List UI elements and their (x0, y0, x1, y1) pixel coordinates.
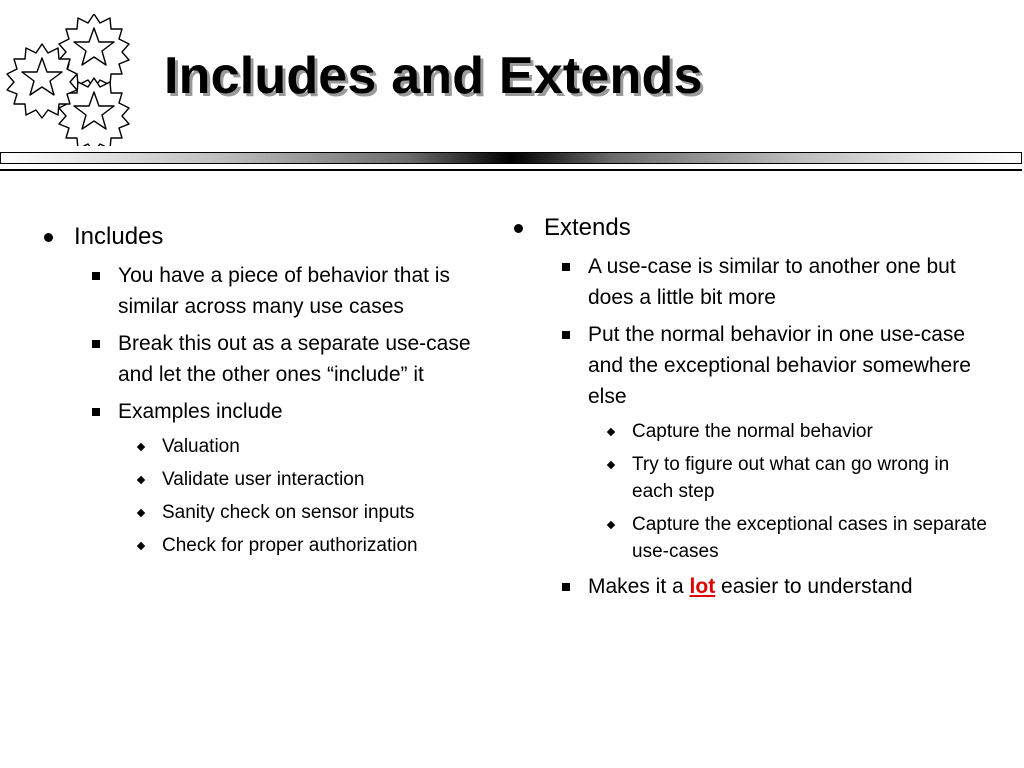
list-item-text: Break this out as a separate use-case and let the other ones “include” it (118, 332, 471, 386)
diamond-bullet-icon (607, 461, 615, 469)
list-item (74, 260, 485, 322)
slide-title: Includes and Extends (164, 47, 703, 105)
sub-list-item (588, 418, 990, 445)
bullet-heading: Extends (544, 214, 631, 241)
list-item-text: A use-case is similar to another one but does a little bit more (588, 255, 956, 309)
sub-list-item (118, 532, 485, 559)
square-bullet-icon (562, 331, 570, 339)
sub-list-item-text: Sanity check on sensor inputs (162, 502, 415, 523)
sub-list-item-text: Capture the normal behavior (632, 421, 873, 442)
list-item-text: Examples include (118, 400, 283, 423)
square-bullet-icon (92, 408, 100, 416)
sub-list-item-text: Validate user interaction (162, 469, 365, 490)
text-after-emphasis: easier to understand (715, 575, 913, 598)
sub-list-item (118, 433, 485, 460)
sub-list-item-text: Valuation (162, 436, 240, 457)
square-bullet-icon (562, 583, 570, 591)
diamond-bullet-icon (607, 521, 615, 529)
diamond-bullet-icon (137, 476, 145, 484)
list-item-text (588, 571, 990, 602)
title-thin-divider (0, 169, 1022, 171)
bullet-includes (40, 222, 485, 559)
list-item (74, 328, 485, 390)
round-bullet-icon (514, 224, 523, 233)
square-bullet-icon (92, 272, 100, 280)
diamond-bullet-icon (607, 428, 615, 436)
sub-list-item-text: Capture the exceptional cases in separate use-cases (632, 514, 987, 562)
square-bullet-icon (562, 263, 570, 271)
diamond-bullet-icon (137, 509, 145, 517)
diamond-bullet-icon (137, 542, 145, 550)
list-item (544, 251, 990, 313)
sub-list-item (118, 466, 485, 493)
list-item-text: Put the normal behavior in one use-case and the exceptional behavior somewhere else (588, 323, 971, 408)
title-gradient-divider (0, 152, 1022, 164)
emphasis-lot: lot (689, 575, 716, 598)
round-bullet-icon (44, 233, 53, 242)
text-before-emphasis: Makes it a (588, 575, 690, 598)
sub-list-item (588, 451, 990, 505)
right-column (510, 213, 990, 608)
list-item (544, 319, 990, 565)
left-column (40, 222, 485, 565)
list-item (74, 396, 485, 559)
sub-list-item-text: Try to figure out what can go wrong in each step (632, 454, 950, 502)
stars-cluster-icon (6, 14, 132, 146)
bullet-heading: Includes (74, 223, 164, 250)
square-bullet-icon (92, 340, 100, 348)
list-item (544, 571, 990, 602)
sub-list-item (118, 499, 485, 526)
sub-list-item-text: Check for proper authorization (162, 535, 418, 556)
sub-list-item (588, 511, 990, 565)
bullet-extends (510, 213, 990, 602)
diamond-bullet-icon (137, 443, 145, 451)
list-item-text: You have a piece of behavior that is similar across many use cases (118, 264, 450, 318)
